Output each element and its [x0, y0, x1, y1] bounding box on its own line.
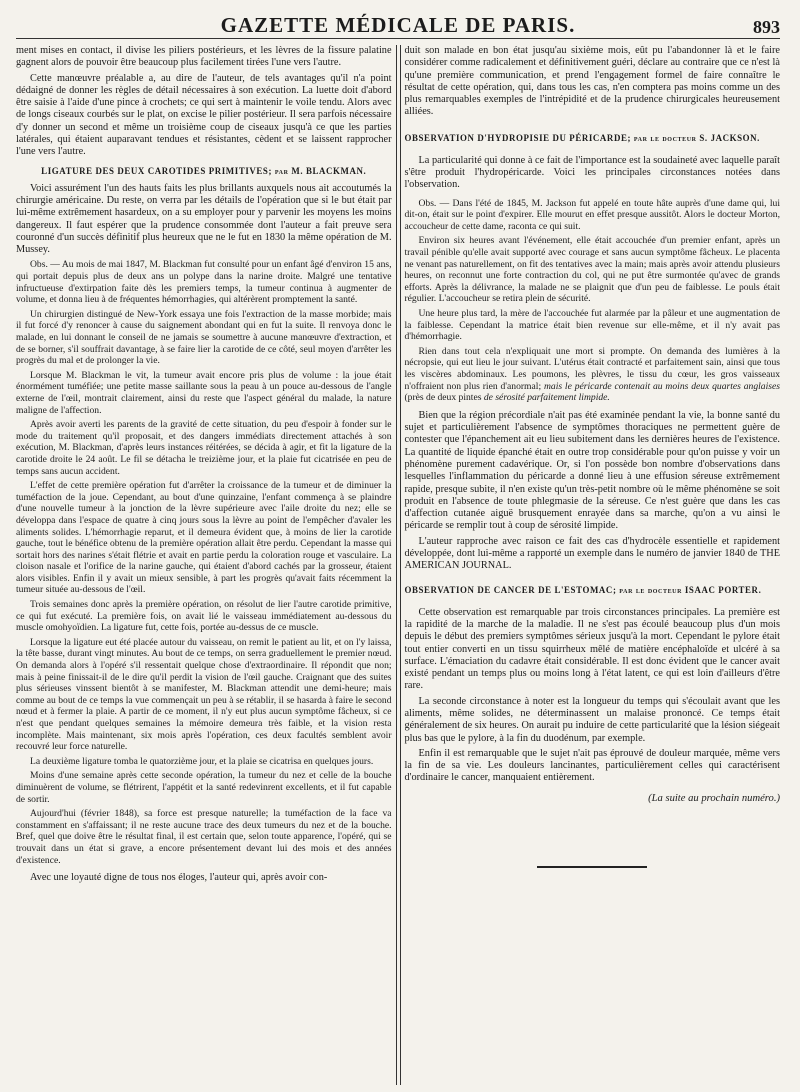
section-heading-jackson: OBSERVATION D'HYDROPISIE DU PÉRICARDE; par le docteur S. JACKSON.	[404, 132, 760, 143]
closing-paragraph: Avec une loyauté digne de tous nos éloges, l'auteur qui, après avoir con-	[30, 872, 328, 884]
observation-paragraph: La deuxième ligature tomba le quatorzième jour, et la plaie se cicatrisa en quelques jours.	[30, 755, 374, 767]
italic-text: de sérosité parfaitement limpide.	[483, 392, 610, 404]
page-number: 893	[753, 17, 780, 37]
observation-block	[404, 198, 780, 404]
left-column	[16, 45, 392, 1085]
observation-block	[16, 259, 392, 866]
paragraph: Cette manœuvre préalable a, au dire de l'auteur, de tels avantages qu'il n'a point dédaigné de donner les règles de détail nécessaires à son exécution. La luette doit d'abord être saisie à l'aide d'une pince à crochets; ce qui sert à maintenir le voile tendu. Alors avec de longs ciseaux courbés sur le plat, on excise le pilier postérieur. Il sera parfois nécessaire d'y donner un second et même un troisième coup de ciseaux jusqu'à ce que les parties latérales, qui étaient auparavant tendues et résistantes, cèdent et se laissent rapprocher l'une vers l'autre.	[16, 72, 392, 158]
observation-paragraph	[404, 346, 780, 404]
observation-text: (près de deux pintes	[404, 392, 482, 404]
observation-paragraph: Aujourd'hui (février 1848), sa force est presque naturelle; la tuméfaction de la face va constamment en s'affaissant; il ne reste aucune trace des deux tumeurs du nez et de la bouche. Bref, quel que doive être le résultat final, il est certain que, selon toute apparence, l'opéré, qui se trouvait dans un état si grave, a encore présentement devant lui des mois et des années d'existence.	[16, 808, 392, 866]
two-column-body	[16, 45, 780, 1085]
observation-paragraph: Une heure plus tard, la mère de l'accouchée fut alarmée par la pâleur et une augmentation de la faiblesse. Cependant la matrice était bien revenue sur elle-même, et il n'y avait pas d'hémorrhagie.	[404, 308, 780, 343]
end-rule	[537, 866, 647, 868]
paragraph: Cette observation est remarquable par trois circonstances principales. La première est la rapidité de la marche de la maladie. Il ne s'est pas écoulé beaucoup plus d'un mois depuis le début des premiers symptômes sérieux jusqu'à la mort. Cependant le pylore était tout entier converti en un tissu squirrheux mêlé de matière encéphaloïde et ulcéré à sa surface. L'émaciation du cadavre était considérable. Il est donc évident que le cancer avait existé pendant un temps plus ou moins long à l'état latent, ce qui est loin d'ailleurs d'être rare.	[404, 606, 780, 692]
paragraph: La seconde circonstance à noter est la longueur du temps qui s'écoulait avant que les aliments, même solides, ne déterminassent un malaise prononcé. Ce temps était généralement de six heures. On aurait pu induire de cette particularité que la lésion siégeait plus bas que le pylore, à la fin du duodénum, par exemple.	[404, 695, 780, 744]
right-column	[404, 45, 780, 1085]
observation-paragraph: Obs. — Dans l'été de 1845, M. Jackson fut appelé en toute hâte auprès d'une dame qui, lui dit-on, était sur le point d'expirer. Elle mourut en effet presque aussitôt. Alors le docteur Morton, accoucheur de cette dame, raconta ce qui suit.	[404, 197, 780, 232]
paragraph: La particularité qui donne à ce fait de l'importance est la soudaineté avec laquelle paraît s'être produit l'hydropéricarde. Voici les principales circonstances notées dans l'observation.	[404, 154, 780, 191]
section-heading-blackman: LIGATURE DES DEUX CAROTIDES PRIMITIVES; par M. BLACKMAN.	[41, 165, 367, 176]
paragraph: Voici assurément l'un des hauts faits les plus brillants auxquels nous ait accoutumés la chirurgie américaine. Du reste, on verra par les détails de l'opération que si le but était par lui-même extrêmement hasardeux, on a su employer pour y parvenir les moyens les moins dangereux. Il faut espérer que la prudence consommée dont l'auteur a fait preuve sera couronné d'un succès définitif plus heureux que ne le fut en 1830 la même opération de M. Mussey.	[16, 182, 392, 256]
observation-paragraph: Lorsque la ligature eut été placée autour du vaisseau, on remit le patient au lit, et on l'y laissa, la tête basse, durant vingt minutes. Au bout de ce temps, on serra graduellement le premier nœud. On demanda alors à l'opéré s'il ressentait quelque chose d'extraordinaire. Il répondit que non; mais à peine finissait-il de le dire qu'il perdit la vision de l'œil gauche. Craignant que des suites plus sérieuses vinssent bientôt à se manifester, M. Blackman attendit une demi-heure; mais comme au bout de ce temps la vue commençait un peu à se rétablir, il se hasarda à faire le second nœud et à fermer la plaie. A partir de ce moment, il n'y eut plus aucun symptôme fâcheux, si ce n'est que pendant quelques semaines la mémoire demeura très faible, et la vision resta incomplète. Mais maintenant, six mois après l'opération, ces deux facultés semblent avoir recouvré leur force naturelle.	[16, 636, 392, 753]
observation-paragraph: Un chirurgien distingué de New-York essaya une fois l'extraction de la masse morbide; mais il fut forcé d'y renoncer à cause du saignement abondant qui en fut la suite. Il renvoya donc le malade, en lui donnant le conseil de ne jamais se soumettre à aucune manœuvre d'extraction, et de se borner, s'il souffrait davantage, à se faire lier la carotide de ce côté, seul moyen d'arrêter les progrès du mal et de prolonger la vie.	[16, 308, 392, 367]
observation-paragraph: Après avoir averti les parents de la gravité de cette situation, du peu d'espoir à fonder sur le mode du traitement qu'il proposait, et des dangers immédiats directement attachés à son exécution, M. Blackman, d'après leurs instances réitérées, se décida à agir, et fit la ligature de la carotide droite le 24 août. Le fil se détacha le treizième jour, et la plaie fut cicatrisée en peu de temps sans aucun accident.	[16, 419, 392, 477]
observation-paragraph: Moins d'une semaine après cette seconde opération, la tumeur du nez et celle de la bouche diminuèrent de volume, se flétrirent, l'appétit et la santé redevinrent excellents, et il fut capable de sortir.	[16, 770, 392, 805]
to-be-continued: (La suite au prochain numéro.)	[648, 792, 780, 804]
continuation-paragraph: duit son malade en bon état jusqu'au sixième mois, eût pu l'abandonner là et le faire considérer comme radicalement et définitivement guéri, déclare au contraire que ce n'est là qu'une première communication, et prend l'engagement formel de faire connaître le résultat de cette opération, qui, dans tous les cas, n'en comptera pas moins comme un des plus remarquables exemples de l'intrépidité et de la prudence chirurgicales heureusement alliées.	[404, 45, 780, 118]
observation-paragraph: Environ six heures avant l'événement, elle était accouchée d'un premier enfant, après un travail pénible qu'elle avait supporté avec courage et sans aucun symptôme fâcheux. Le placenta ne venant pas naturellement, on fit des tentatives avec la main; mais après avoir attendu plusieurs heures, on reconnut une forte contraction du col, qui ne put être surmontée qu'avec de grands efforts. Après la délivrance, la malade ne se plaignit que d'un peu de faiblesse. Le pouls était régulier. L'accoucheur se retira plein de sécurité.	[404, 235, 780, 305]
column-divider	[396, 45, 402, 1085]
continuation-paragraph: ment mises en contact, il divise les piliers postérieurs, et les lèvres de la fissure palatine gagnent alors de pouvoir être beaucoup plus facilement tirées l'une vers l'autre.	[16, 45, 392, 69]
observation-paragraph: Obs. — Au mois de mai 1847, M. Blackman fut consulté pour un enfant âgé d'environ 15 ans, qui portait depuis plus de deux ans un polype dans la narine droite. Malgré une tentative infructueuse d'extirpation faite dès les premiers temps, la tumeur continua à augmenter de volume, et donna lieu à de fréquentes hémorrhagies, qui altérèrent promptement la santé.	[16, 259, 392, 306]
section-heading-porter: OBSERVATION DE CANCER DE L'ESTOMAC; par le docteur ISAAC PORTER.	[404, 584, 762, 595]
paragraph: Enfin il est remarquable que le sujet n'ait pas éprouvé de douleur marquée, même vers la fin de sa vie. Les douleurs lancinantes, particulièrement celles qui caractérisent d'ordinaire le cancer, manquaient entièrement.	[404, 747, 780, 784]
italic-text: mais le péricarde contenait au moins deux quartes anglaises	[543, 380, 780, 392]
observation-paragraph: Lorsque M. Blackman le vit, la tumeur avait encore pris plus de volume : la joue était énormément tuméfiée; une petite masse saillante sous la peau à un pouce au-dessous de l'angle externe de l'œil, montrait clairement, ainsi du reste que l'aspect général du malade, la nature maligne de l'affection.	[16, 369, 392, 416]
paragraph: Bien que la région précordiale n'ait pas été examinée pendant la vie, la bonne santé du sujet et particulièrement l'absence de symptômes thoraciques ne permettent guère de contester que l'épanchement ait eu lieu subitement dans les dernières heures de l'existence. La quantité de liquide épanché était en outre trop considérable pour qu'on puisse y voir un phénomène purement cadavérique. Or, si l'on possède bon nombre d'observations dans lesquelles l'inflammation du péricarde a donné lieu à une effusion séreuse extrêmement rapide, presque subite, il n'en existe qu'un très-petit nombre où le même phénomène se soit produit en l'absence de toute phlegmasie de la séreuse. Ce n'est guère que dans les cas d'affection cutanée aiguë brusquement enrayée dans sa marche, qu'on a vu ainsi le péricarde se remplir tout à coup de sérosité limpide.	[404, 409, 780, 532]
observation-paragraph: Trois semaines donc après la première opération, on résolut de lier l'autre carotide primitive, ce qui fut exécuté. La première fois, on avait lié le vaisseau immédiatement au-dessous du muscle omohyoïdien. La ligature fut, cette fois, portée au-dessus de ce muscle.	[16, 599, 392, 634]
journal-title: GAZETTE MÉDICALE DE PARIS.	[220, 13, 576, 37]
observation-text: Rien dans tout cela n'expliquait une mort si prompte. On demanda des lumières à la nécropsie, qui eut lieu le jour suivant. L'utérus était contracté et parfaitement sain, ainsi que tous les viscères abdominaux. Les poumons, les plèvres, le tissu du cœur, les gros vaisseaux n'offraient non plus rien d'anormal;	[404, 345, 780, 392]
page-header	[16, 8, 780, 39]
observation-paragraph: L'effet de cette première opération fut d'arrêter la croissance de la tumeur et de diminuer la tuméfaction de la joue. Cependant, au bout d'une quinzaine, l'enfant commença à se plaindre d'une nouvelle tumeur à la jonction de la lèvre supérieure avec l'aile droite du nez; elle se développa dans l'espace de quatre à cinq jours sous la lèvre au point de l'empêcher d'avaler les aliments solides. L'hémorrhagie reparut, et il demeura évident que, à moins de lier la carotide gauche, tout le bénéfice obtenu de la première opération allait être perdu. Cependant la masse qui sortait hors des narines s'était flétrie et avait en partie perdu la coloration rouge et vasculaire. La cloison nasale et l'orifice de la narine gauche, qui étaient d'abord cachés par la grosseur, étaient alors visibles. Enfin il y avait un mieux sensible, à part les progrès qu'avait faits récemment la tumeur située au-dessous de l'œil.	[16, 480, 392, 596]
paragraph: L'auteur rapproche avec raison ce fait des cas d'hydrocèle essentielle et rapidement développée, dont lui-même a rapporté un exemple dans le numéro de janvier 1840 de THE AMERICAN JOURNAL.	[404, 535, 780, 572]
